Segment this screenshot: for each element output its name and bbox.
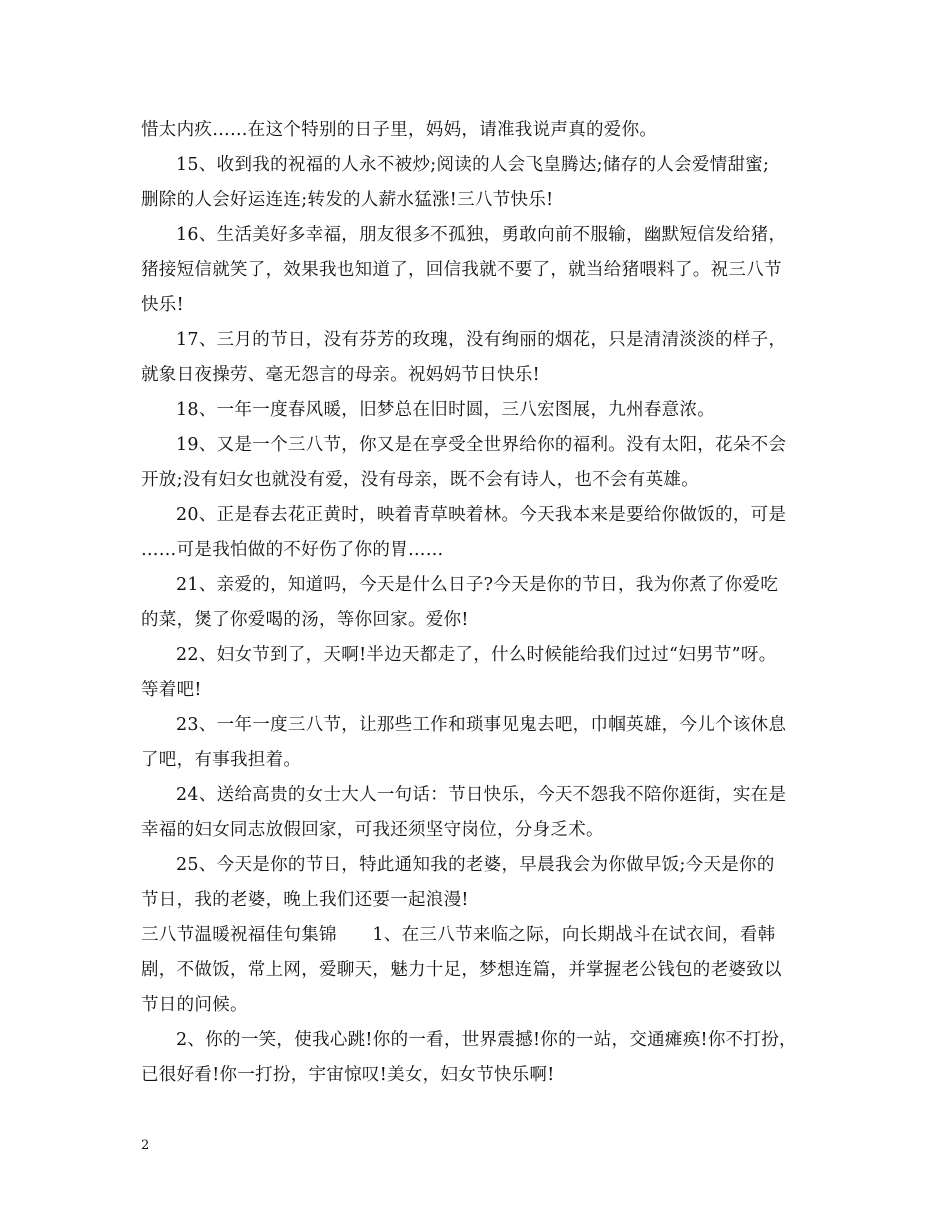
text-line: 开放;没有妇女也就没有爱，没有母亲，既不会有诗人，也不会有英雄。 [141, 470, 699, 490]
text-line: ……可是我怕做的不好伤了你的胃…… [141, 540, 444, 560]
text-line: 24、送给高贵的女士大人一句话：节日快乐，今天不怨我不陪你逛街，实在是 [176, 785, 787, 805]
text-line: 20、正是春去花正黄时，映着青草映着林。今天我本来是要给你做饭的，可是 [176, 505, 787, 525]
text-line: 21、亲爱的，知道吗，今天是什么日子?今天是你的节日，我为你煮了你爱吃 [176, 575, 779, 595]
text-line: 16、生活美好多幸福，朋友很多不孤独，勇敢向前不服输，幽默短信发给猪， [176, 225, 787, 245]
text-line: 猪接短信就笑了，效果我也知道了，回信我就不要了，就当给猪喂料了。祝三八节 [141, 260, 782, 280]
text-line: 23、一年一度三八节，让那些工作和琐事见鬼去吧，巾帼英雄，今儿个该休息 [176, 715, 787, 735]
text-line: 18、一年一度春风暖，旧梦总在旧时圆，三八宏图展，九州春意浓。 [176, 400, 716, 420]
text-line: 幸福的妇女同志放假回家，可我还须坚守岗位，分身乏术。 [141, 820, 604, 840]
text-line: 快乐! [141, 295, 184, 315]
text-line: 就象日夜操劳、毫无怨言的母亲。祝妈妈节日快乐! [141, 365, 540, 385]
text-line: 了吧，有事我担着。 [141, 750, 302, 770]
text-line: 等着吧! [141, 680, 202, 700]
text-line: 已很好看!你一打扮，宇宙惊叹!美女，妇女节快乐啊! [141, 1065, 555, 1085]
section-heading-line: 三八节温暖祝福佳句集锦 1、在三八节来临之际，向长期战斗在试衣间，看韩 [141, 925, 776, 945]
text-line: 15、收到我的祝福的人永不被炒;阅读的人会飞皇腾达;储存的人会爱情甜蜜; [176, 155, 770, 175]
text-line: 的菜，煲了你爱喝的汤，等你回家。爱你! [141, 610, 469, 630]
text-line: 节日的问候。 [141, 995, 248, 1015]
text-line: 删除的人会好运连连;转发的人薪水猛涨!三八节快乐! [141, 190, 554, 210]
text-line: 19、又是一个三八节，你又是在享受全世界给你的福利。没有太阳，花朵不会 [176, 435, 787, 455]
text-line: 惜太内疚……在这个特别的日子里，妈妈，请准我说声真的爱你。 [141, 120, 658, 140]
page-number: 2 [141, 1138, 150, 1153]
text-line: 22、妇女节到了，天啊!半边天都走了，什么时候能给我们过过“妇男节”呀。 [176, 645, 777, 665]
text-line: 25、今天是你的节日，特此通知我的老婆，早晨我会为你做早饭;今天是你的 [176, 855, 775, 875]
text-line: 2、你的一笑，使我心跳!你的一看，世界震撼!你的一站，交通瘫痪!你不打扮， [176, 1030, 797, 1050]
text-line: 17、三月的节日，没有芬芳的玫瑰，没有绚丽的烟花，只是清清淡淡的样子， [176, 330, 787, 350]
text-line: 剧，不做饭，常上网，爱聊天，魅力十足，梦想连篇，并掌握老公钱包的老婆致以 [141, 960, 782, 980]
text-line: 节日，我的老婆，晚上我们还要一起浪漫! [141, 890, 469, 910]
